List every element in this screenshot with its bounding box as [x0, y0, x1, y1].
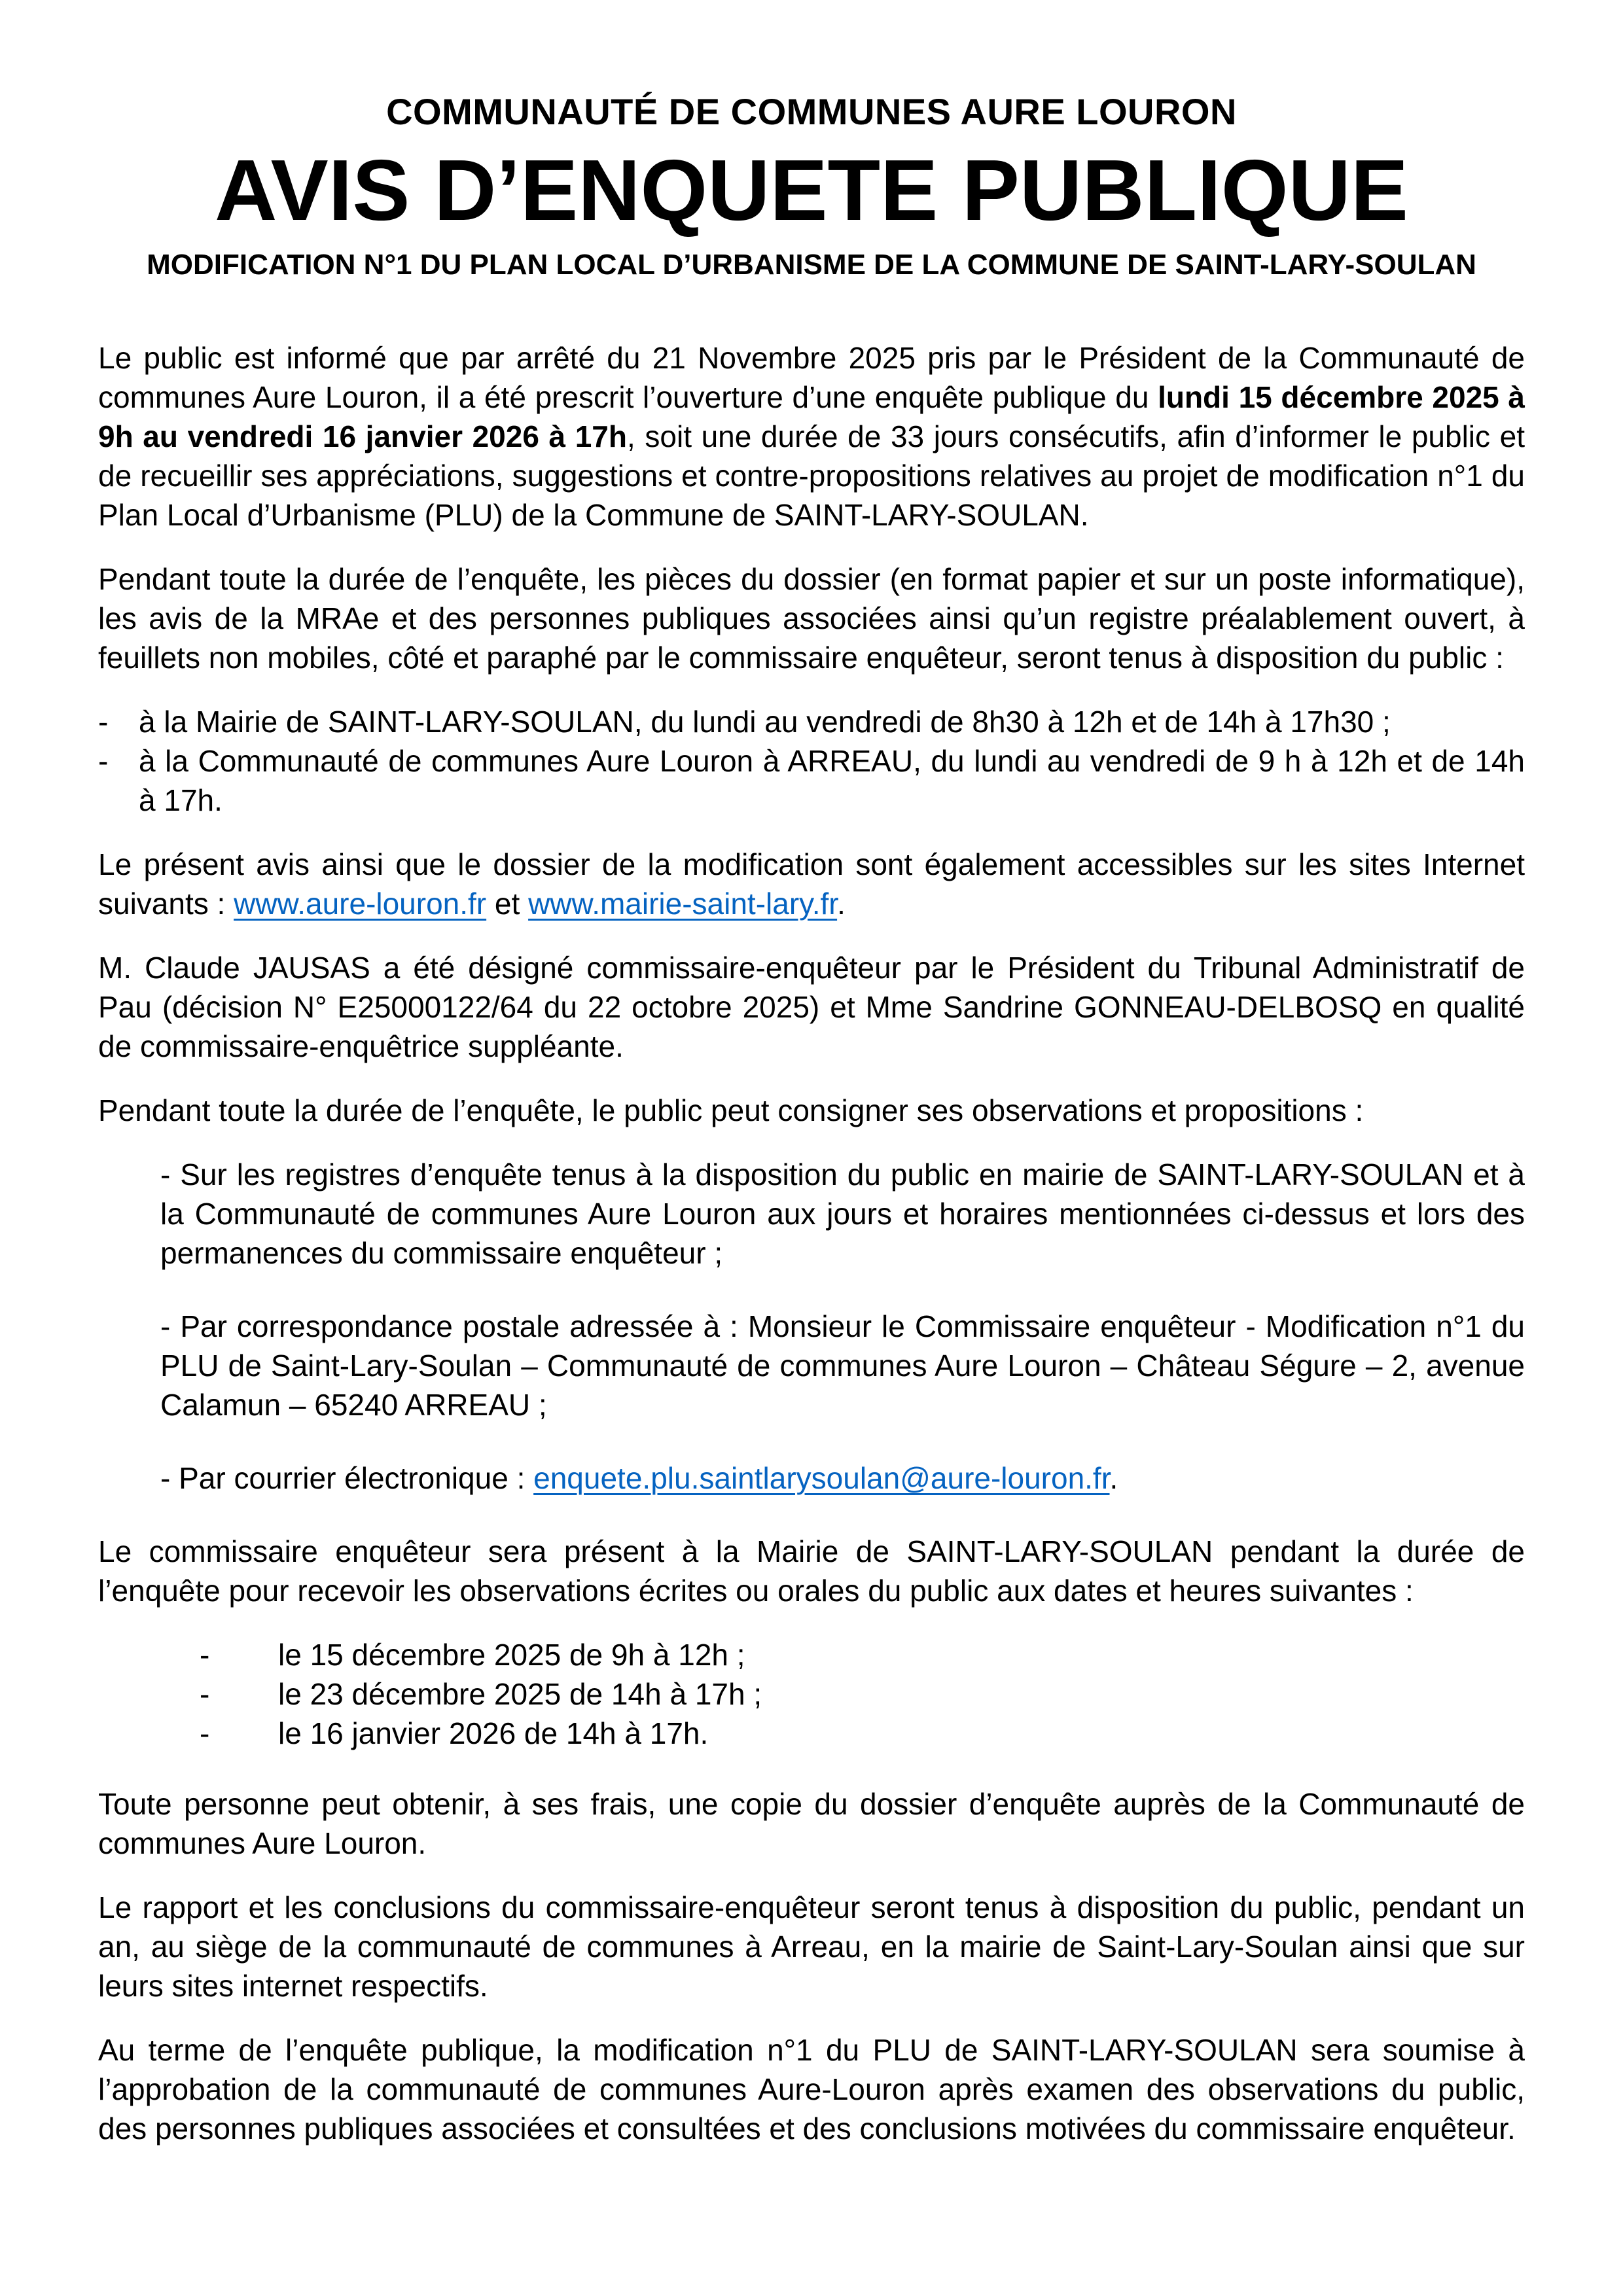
- websites-text-start: Le présent avis ainsi que le dossier de la modification sont également accessibles sur les sites Internet suivants :: [98, 847, 1525, 921]
- observations-postal-block: - Par correspondance postale adressée à : Monsieur le Commissaire enquêteur - Modification n°1 du PLU de Saint-Lary-Soulan – Communauté de communes Aure Louron – Château Ségure – 2, avenue Calamun – 65240 ARREAU ;: [160, 1309, 1525, 1422]
- permanence-date-3: le 16 janvier 2026 de 14h à 17h.: [278, 1716, 709, 1750]
- websites-text-end: .: [837, 886, 846, 921]
- permanence-date-1: le 15 décembre 2025 de 9h à 12h ;: [278, 1637, 745, 1672]
- inquiry-period-bold: lundi 15 décembre 2025 à 9h au vendredi 16 janvier 2026 à 17h: [98, 380, 1525, 453]
- list-item: [98, 1714, 1525, 1753]
- conclusion-paragraph: Au terme de l’enquête publique, la modification n°1 du PLU de SAINT-LARY-SOULAN sera soumise à l’approbation de la communauté de communes Aure-Louron après examen des observations du public, des personnes publiques associées et consultées et des conclusions motivées du commissaire enquêteur.: [98, 2032, 1525, 2146]
- consultation-locations-list: [98, 702, 1525, 820]
- dossier-availability-paragraph: Pendant toute la durée de l’enquête, les pièces du dossier (en format papier et sur un poste informatique), les avis de la MRAe et des personnes publiques associées ainsi qu’un registre préalablement ouvert, à feuillets non mobiles, côté et paraphé par le commissaire enquêteur, seront tenus à disposition du public :: [98, 561, 1525, 675]
- intro-text-start: Le public est informé que par arrêté du 21 Novembre 2025 pris par le Président de la Communauté de communes Aure Louron, il a été prescrit l’ouverture d’une enquête publique du: [98, 340, 1525, 414]
- mairie-saint-lary-website-link[interactable]: www.mairie-saint-lary.fr: [528, 886, 838, 921]
- websites-paragraph: [98, 845, 1525, 923]
- organization-name: COMMUNAUTÉ DE COMMUNES AURE LOURON: [386, 91, 1237, 132]
- list-item: [98, 1674, 1525, 1714]
- permanence-dates-list: [98, 1635, 1525, 1753]
- hyphen-bullet: -: [200, 1676, 210, 1711]
- list-item: [98, 1635, 1525, 1674]
- intro-paragraph: [98, 338, 1525, 535]
- hyphen-bullet: -: [200, 1716, 210, 1750]
- inquiry-email-link[interactable]: enquete.plu.saintlarysoulan@aure-louron.fr: [533, 1460, 1110, 1495]
- document-title: AVIS D’ENQUETE PUBLIQUE: [215, 141, 1408, 238]
- document-subtitle: MODIFICATION N°1 DU PLAN LOCAL D’URBANISME DE LA COMMUNE DE SAINT-LARY-SOULAN: [147, 248, 1476, 281]
- intro-text-end: , soit une durée de 33 jours consécutifs, afin d’informer le public et de recueillir ses appréciations, suggestions et contre-propositions relatives au projet de modification n°1 du Plan Local d’Urbanisme (PLU) de la Commune de SAINT-LARY-SOULAN.: [98, 419, 1525, 532]
- location-mairie-saint-lary: à la Mairie de SAINT-LARY-SOULAN, du lundi au vendredi de 8h30 à 12h et de 14h à 17h30 ;: [139, 704, 1391, 739]
- permanences-intro-paragraph: Le commissaire enquêteur sera présent à la Mairie de SAINT-LARY-SOULAN pendant la durée de l’enquête pour recevoir les observations écrites ou orales du public aux dates et heures suivantes :: [98, 1534, 1525, 1608]
- location-communaute-arreau: à la Communauté de communes Aure Louron à ARREAU, du lundi au vendredi de 9 h à 12h et de 14h à 17h.: [139, 743, 1525, 817]
- list-item: [98, 741, 1525, 820]
- observations-intro-paragraph: Pendant toute la durée de l’enquête, le public peut consigner ses observations et propositions :: [98, 1093, 1364, 1127]
- email-text-end: .: [1109, 1460, 1118, 1495]
- permanence-date-2: le 23 décembre 2025 de 14h à 17h ;: [278, 1676, 762, 1711]
- hyphen-bullet: -: [98, 704, 109, 739]
- observations-email-block: [98, 1458, 1525, 1498]
- commissioner-paragraph: M. Claude JAUSAS a été désigné commissaire-enquêteur par le Président du Tribunal Administratif de Pau (décision N° E25000122/64 du 22 octobre 2025) et Mme Sandrine GONNEAU-DELBOSQ en qualité de commissaire-enquêtrice suppléante.: [98, 950, 1525, 1063]
- copy-request-paragraph: Toute personne peut obtenir, à ses frais, une copie du dossier d’enquête auprès de la Communauté de communes Aure Louron.: [98, 1786, 1525, 1860]
- list-item: [98, 702, 1525, 741]
- websites-text-middle: et: [486, 886, 529, 921]
- observations-registers-block: - Sur les registres d’enquête tenus à la disposition du public en mairie de SAINT-LARY-SOULAN et à la Communauté de communes Aure Louron aux jours et horaires mentionnées ci-dessus et lors des permanences du commissaire enquêteur ;: [160, 1157, 1525, 1270]
- hyphen-bullet: -: [200, 1637, 210, 1672]
- hyphen-bullet: -: [98, 743, 109, 778]
- email-label: - Par courrier électronique :: [160, 1460, 534, 1495]
- aure-louron-website-link[interactable]: www.aure-louron.fr: [234, 886, 487, 921]
- report-availability-paragraph: Le rapport et les conclusions du commissaire-enquêteur seront tenus à disposition du public, pendant un an, au siège de la communauté de communes à Arreau, en la mairie de Saint-Lary-Soulan ainsi que sur leurs sites internet respectifs.: [98, 1890, 1525, 2003]
